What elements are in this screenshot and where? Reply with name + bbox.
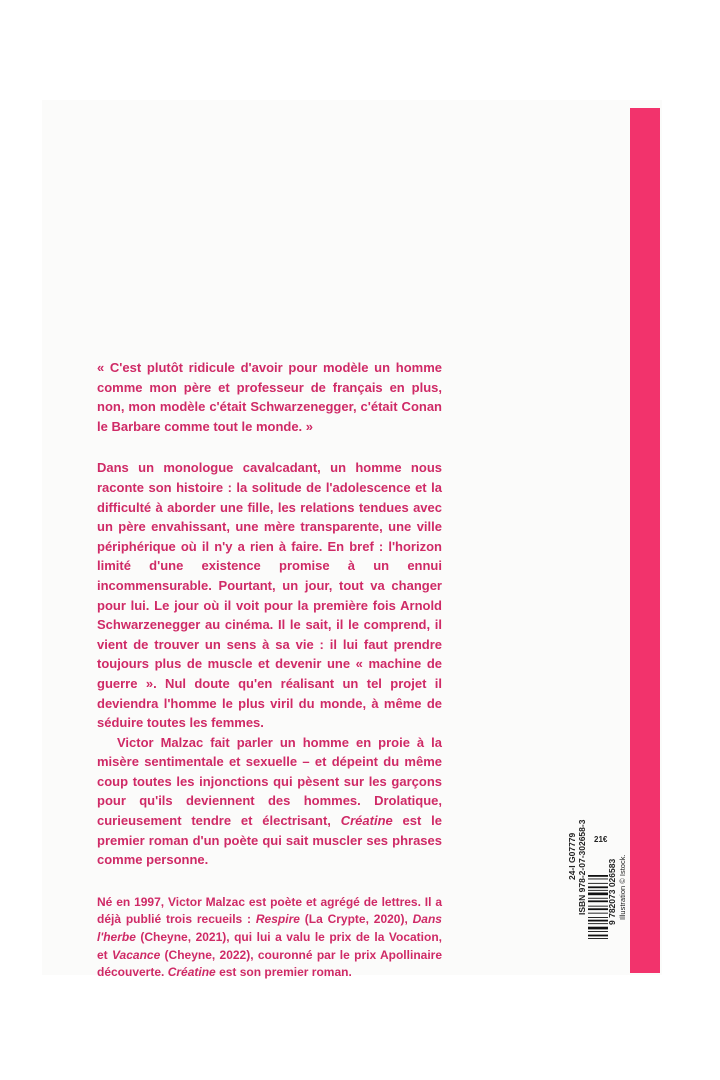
opening-quote: « C'est plutôt ridicule d'avoir pour modèle un homme comme mon père et professeur de français en plus, non, mon modèle c'était Schwarzenegger, c'était Conan le Barbare comme tout le monde. » <box>97 360 442 434</box>
praise-paragraph <box>97 733 442 870</box>
bio-title-dans-lherbe: Dans l'herbe <box>97 912 442 945</box>
book-title: Créatine <box>340 813 393 829</box>
code-line: 24-I G07779 <box>567 832 577 880</box>
bio-text-2: (La Crypte, 2020), <box>299 912 413 927</box>
back-cover-text <box>97 358 442 982</box>
ean-digits: 9 782073 026583 <box>607 858 617 925</box>
bio-text-1: Né en 1997, Victor Malzac est poète et agrégé de lettres. Il a déjà publié trois recueils : <box>97 894 442 927</box>
author-bio <box>97 894 442 982</box>
bio-title-creatine: Créatine <box>167 965 216 980</box>
bio-text-5: est son premier roman. <box>215 965 352 980</box>
pink-spine-strip <box>630 108 660 973</box>
praise-text-b: est le premier roman d'un poète qui sait muscler ses phrases comme personne. <box>97 813 443 868</box>
bio-title-respire: Respire <box>255 912 300 927</box>
price-label: 21€ <box>594 835 608 844</box>
bio-text-4: (Cheyne, 2022), couronné par le prix Apollinaire découverte. <box>97 947 442 980</box>
praise-text-a: Victor Malzac fait parler un homme en proie à la misère sentimentale et sexuelle – et dépeint du même coup toutes les injonctions qui pèsent sur les garçons pour qu'ils deviennent des hommes. Drolatique, curieusement tendre et électrisant, <box>97 734 442 829</box>
isbn-line: ISBN 978-2-07-302658-3 <box>577 819 587 915</box>
bio-text-3: (Cheyne, 2021), qui lui a valu le prix de la Vocation, et <box>97 930 442 962</box>
summary-paragraph: Dans un monologue cavalcadant, un homme nous raconte son histoire : la solitude de l'adolescence et la difficulté à aborder une fille, les relations tendues avec un père envahissant, une mère transparente, une ville périphérique où il n'y a rien à faire. En bref : l'horizon limité d'une existence promise à un ennui incommensurable. Pourtant, un jour, tout va changer pour lui. Le jour où il voit pour la première fois Arnold Schwarzenegger au cinéma. Il le sait, il le comprend, il vient de trouver un sens à sa vie : il lui faut prendre toujours plus de muscle et devenir une « machine de guerre ». Nul doute qu'en réalisant un tel projet il deviendra l'homme le plus viril du monde, à même de séduire toutes les femmes. <box>97 460 442 731</box>
bio-title-vacance: Vacance <box>111 947 161 962</box>
illustration-credit: Illustration © Istock. <box>618 854 627 920</box>
